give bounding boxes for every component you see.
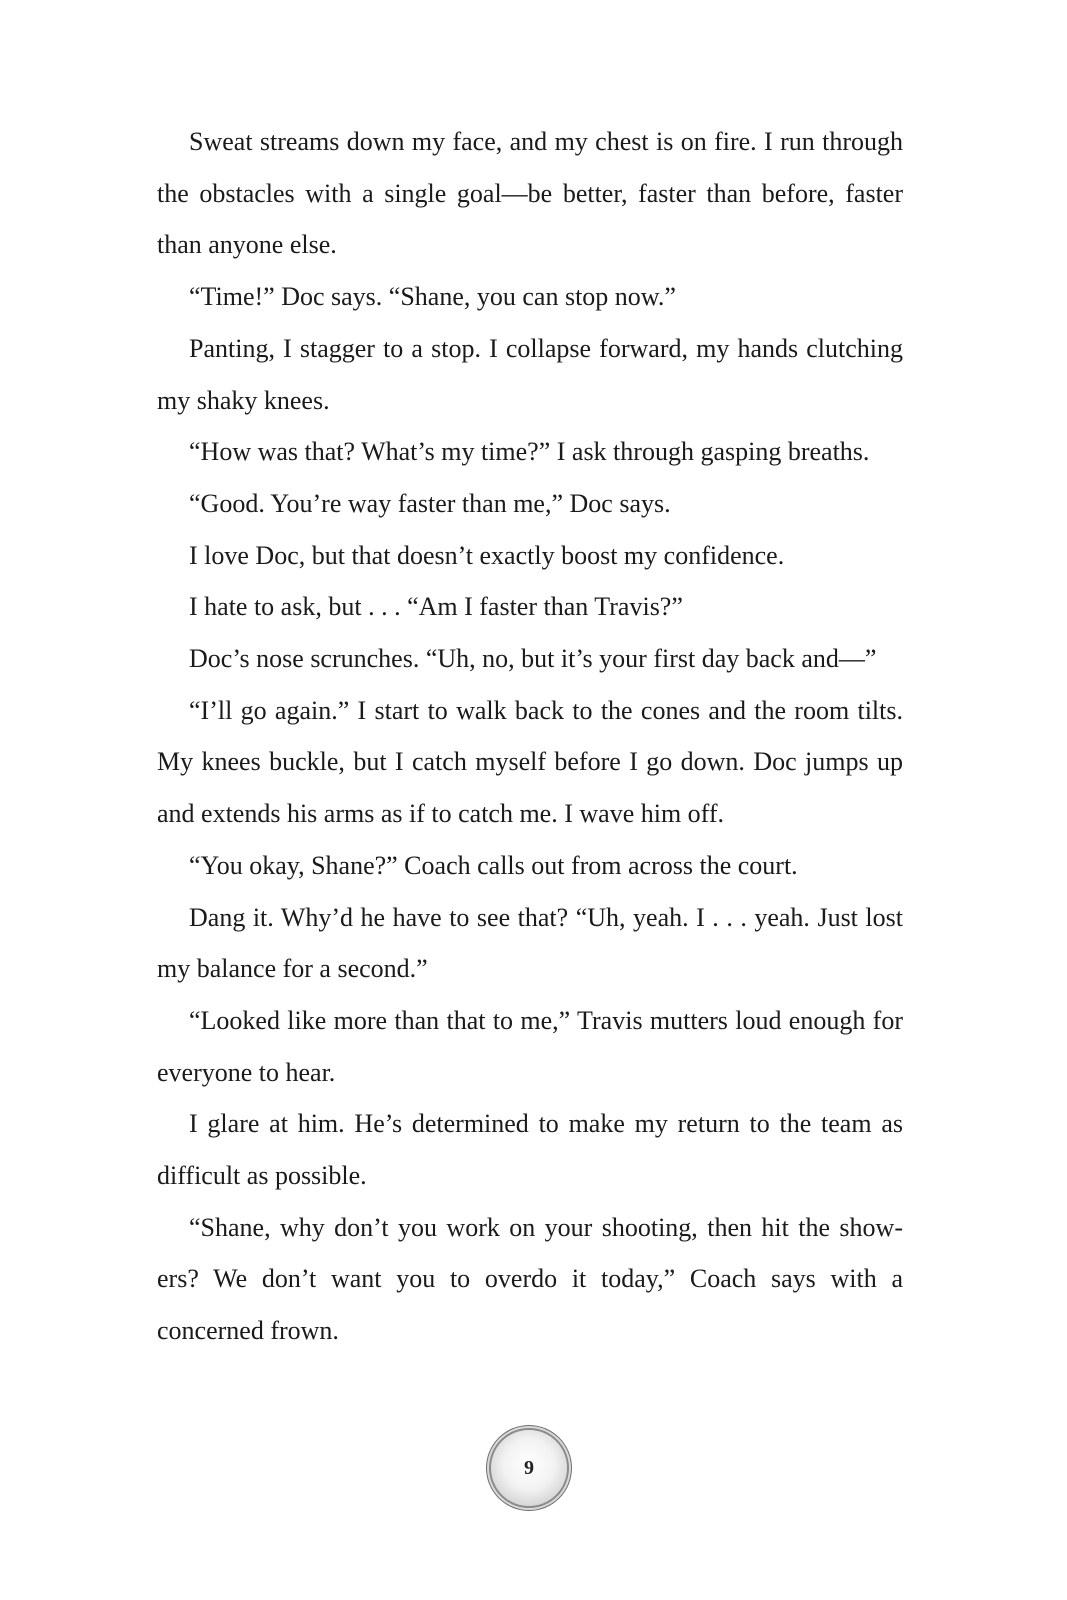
- paragraph: “How was that? What’s my time?” I ask through gasping breaths.: [189, 437, 870, 467]
- paragraph: Doc’s nose scrunches. “Uh, no, but it’s your first day back and—”: [189, 644, 877, 674]
- paragraph: I glare at him. He’s determined to make my return to the team as difficult as possible.: [157, 1109, 903, 1191]
- page-number-badge: [491, 1430, 567, 1506]
- paragraph: “I’ll go again.” I start to walk back to the cones and the room tilts. My knees buckle, but I catch myself before I go down. Doc jumps up and extends his arms as if to catch me. I wave him off.: [157, 695, 903, 829]
- paragraph: Dang it. Why’d he have to see that? “Uh, yeah. I . . . yeah. Just lost my balance for a second.”: [157, 902, 903, 984]
- paragraph: Panting, I stagger to a stop. I collapse forward, my hands clutching my shaky knees.: [157, 333, 903, 415]
- paragraph: “Shane, why don’t you work on your shooting, then hit the showers? We don’t want you to overdo it today,” Coach says with a concerned frown.: [157, 1212, 903, 1346]
- paragraph: “Looked like more than that to me,” Travis mutters loud enough for everyone to hear.: [157, 1005, 903, 1087]
- paragraph: “Time!” Doc says. “Shane, you can stop now.”: [189, 282, 676, 312]
- paragraph: I love Doc, but that doesn’t exactly boost my confidence.: [189, 540, 785, 570]
- paragraph: Sweat streams down my face, and my chest is on fire. I run through the obstacles with a single goal—be better, faster than before, faster than anyone else.: [157, 127, 903, 260]
- paragraph: “Good. You’re way faster than me,” Doc says.: [189, 488, 671, 518]
- paragraph: “You okay, Shane?” Coach calls out from across the court.: [189, 850, 798, 880]
- page-number: 9: [524, 1457, 534, 1479]
- paragraph: I hate to ask, but . . . “Am I faster than Travis?”: [189, 592, 683, 622]
- page-text: [157, 116, 903, 1357]
